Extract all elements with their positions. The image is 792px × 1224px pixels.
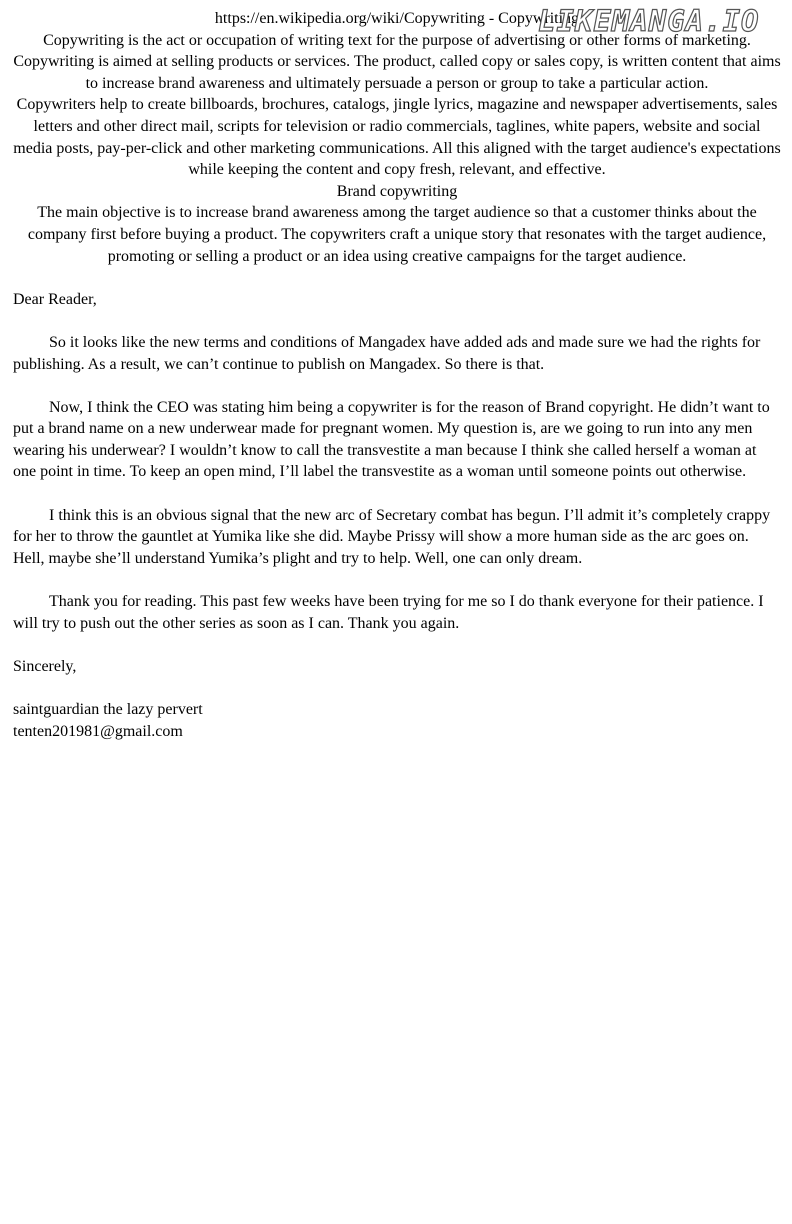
spacer bbox=[13, 634, 781, 656]
document-page bbox=[13, 8, 781, 742]
spacer bbox=[13, 310, 781, 332]
letter-paragraph: Thank you for reading. This past few weeks have been trying for me so I do thank everyone for their patience. I will try to push out the other series as soon as I can. Thank you again. bbox=[13, 593, 764, 632]
wiki-paragraph-brand: The main objective is to increase brand awareness among the target audience so that a customer thinks about the company first before buying a product. The copywriters craft a unique story that resonates with the target audience, promoting or selling a product or an idea using creative campaigns for the target audience. bbox=[27, 204, 767, 265]
letter-paragraph: I think this is an obvious signal that the new arc of Secretary combat has begun. I’ll admit it’s completely crappy for her to throw the gauntlet at Yumika like she did. Maybe Prissy will show a more human side as the arc goes on. Hell, maybe she’ll understand Yumika’s plight and try to help. Well, one can only dream. bbox=[13, 506, 771, 567]
watermark-logo: LIKEMANGA.IO bbox=[538, 4, 760, 38]
spacer bbox=[13, 267, 781, 289]
wiki-paragraph-definition: Copywriting is the act or occupation of writing text for the purpose of advertising or other forms of marketing. Copywriting is aimed at selling products or services. The product, called copy or sales copy, is written content that aims to increase brand awareness and ultimately persuade a person or group to take a particular action. bbox=[13, 31, 781, 92]
spacer bbox=[13, 677, 781, 699]
letter-paragraph: Now, I think the CEO was stating him being a copywriter is for the reason of Brand copyright. He didn’t want to put a brand name on a new underwear made for pregnant women. My question is, are we going to run into any men wearing his underwear? I wouldn’t know to call the transvestite a man because I think she called herself a woman at one point in time. To keep an open mind, I’ll label the transvestite as a woman until someone points out otherwise. bbox=[13, 398, 770, 481]
signature-email: tenten201981@gmail.com bbox=[13, 722, 183, 740]
letter-closing: Sincerely, bbox=[13, 657, 77, 675]
spacer bbox=[13, 483, 781, 505]
letter-salutation: Dear Reader, bbox=[13, 290, 97, 308]
signature-name: saintguardian the lazy pervert bbox=[13, 701, 203, 718]
wiki-subheading: Brand copywriting bbox=[336, 182, 458, 200]
letter-paragraph: So it looks like the new terms and conditions of Mangadex have added ads and made sure we had the rights for publishing. As a result, we can’t continue to publish on Mangadex. So there is that. bbox=[13, 333, 761, 373]
source-url-line: https://en.wikipedia.org/wiki/Copywriting - Copywriting bbox=[214, 10, 580, 27]
spacer bbox=[13, 375, 781, 397]
spacer bbox=[13, 569, 781, 591]
wiki-paragraph-copywriters: Copywriters help to create billboards, brochures, catalogs, jingle lyrics, magazine and newspaper advertisements, sales letters and other direct mail, scripts for television or radio commercials, taglines, white papers, website and social media posts, pay-per-click and other marketing communications. All this aligned with the target audience's expectations while keeping the content and copy fresh, relevant, and effective. bbox=[13, 96, 781, 179]
